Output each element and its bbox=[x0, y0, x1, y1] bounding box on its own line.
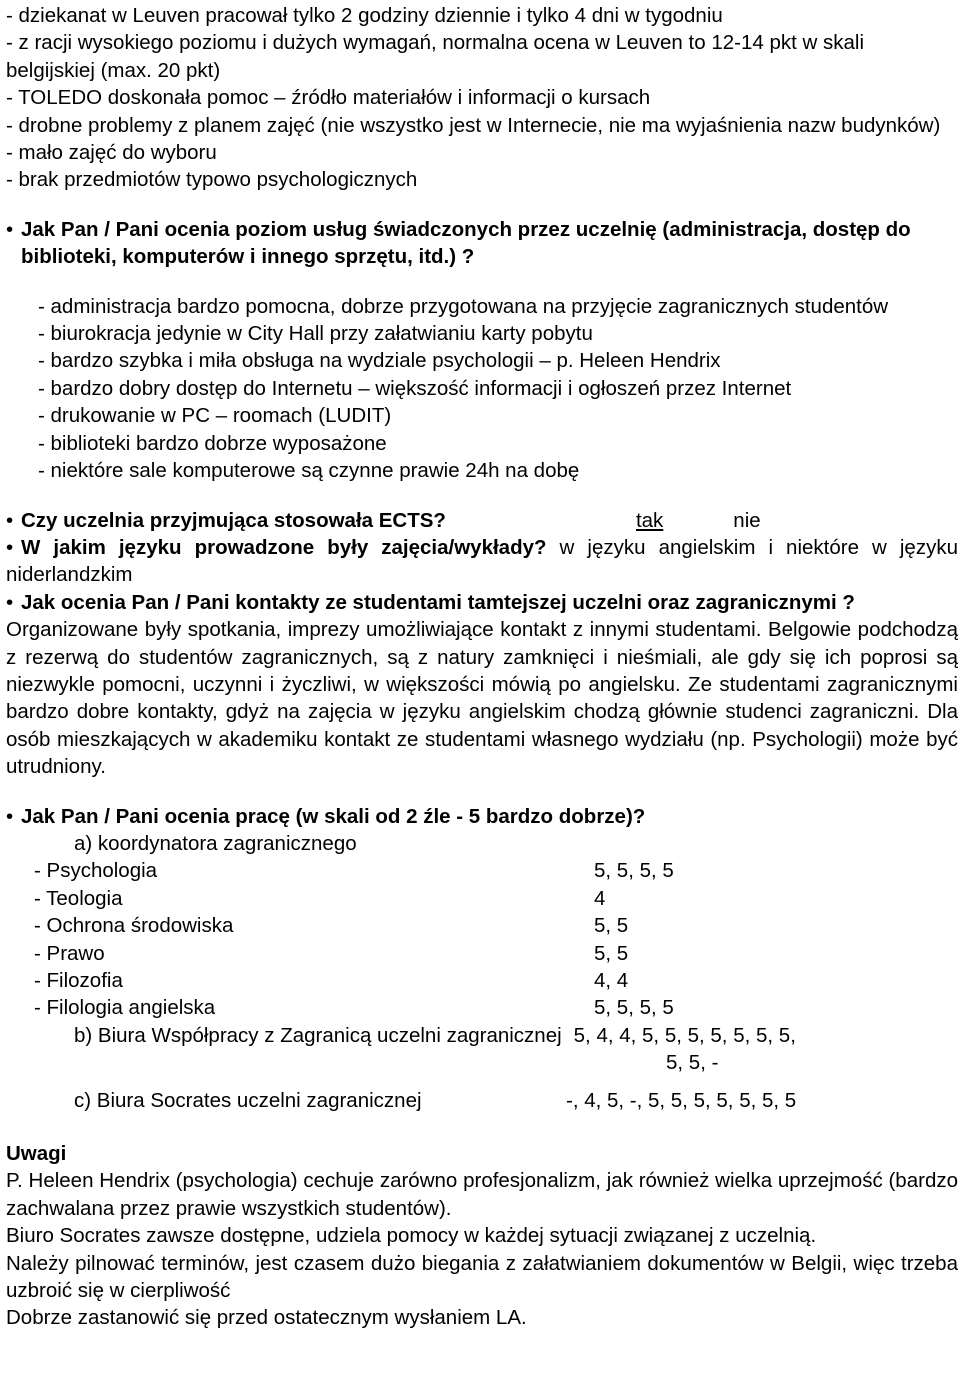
list-item: - bardzo dobry dostęp do Internetu – większość informacji i ogłoszeń przez Internet bbox=[38, 376, 792, 400]
question-services bbox=[6, 216, 958, 271]
note-item: Biuro Socrates zawsze dostępne, udziela pomocy w każdej sytuacji związanej z uczelnią. bbox=[6, 1224, 817, 1248]
rating-label: - Teologia bbox=[34, 886, 123, 910]
bullet-icon: • bbox=[6, 535, 14, 559]
rating-value: 4 bbox=[594, 886, 606, 910]
sub-heading-b bbox=[6, 1022, 958, 1049]
list-item: - dziekanat w Leuven pracował tylko 2 godziny dziennie i tylko 4 dni w tygodniu bbox=[6, 4, 723, 27]
list-item: - brak przedmiotów typowo psychologicznych bbox=[6, 168, 418, 192]
rating-label: - Prawo bbox=[34, 941, 105, 965]
sub-heading-c bbox=[6, 1087, 958, 1114]
section-heading-uwagi: Uwagi bbox=[6, 1142, 67, 1166]
question-text: Jak Pan / Pani ocenia pracę (w skali od 2 źle - 5 bardzo dobrze)? bbox=[21, 804, 646, 828]
bullet-icon: • bbox=[6, 217, 14, 241]
rating-value: 5, 5, 5, 5 bbox=[594, 859, 674, 883]
document-page bbox=[6, 2, 958, 1332]
rating-value: 5, 5, 5, 5 bbox=[594, 996, 674, 1020]
rating-row bbox=[6, 967, 958, 994]
sub-heading-a: a) koordynatora zagranicznego bbox=[74, 831, 357, 855]
list-item: - biblioteki bardzo dobrze wyposażone bbox=[38, 431, 387, 455]
question-text: Jak Pan / Pani ocenia poziom usług świadczonych przez uczelnię (administracja, dostęp do biblioteki, komputerów i innego sprzętu, itd.) ? bbox=[21, 217, 911, 269]
list-item: - administracja bardzo pomocna, dobrze przygotowana na przyjęcie zagranicznych studentów bbox=[38, 294, 889, 318]
list-item: - TOLEDO doskonała pomoc – źródło materiałów i informacji o kursach bbox=[6, 86, 651, 110]
bullet-icon: • bbox=[6, 508, 14, 532]
answer-text: w języku angielskim i niektóre w języku niderlandzkim bbox=[6, 535, 958, 587]
list-item: - biurokracja jedynie w City Hall przy załatwianiu karty pobytu bbox=[38, 322, 593, 346]
sub-c-value: -, 4, 5, -, 5, 5, 5, 5, 5, 5, 5 bbox=[566, 1088, 797, 1112]
rating-label: - Filologia angielska bbox=[34, 996, 216, 1020]
rating-row bbox=[6, 994, 958, 1021]
question-text: W jakim języku prowadzone były zajęcia/wykłady? bbox=[21, 535, 547, 559]
rating-row bbox=[6, 857, 958, 884]
question-ects bbox=[6, 507, 958, 534]
rating-row bbox=[6, 940, 958, 967]
list-item: - mało zajęć do wyboru bbox=[6, 141, 217, 165]
list-item: - drobne problemy z planem zajęć (nie wszystko jest w Internecie, nie ma wyjaśnienia nazw budynków) bbox=[6, 113, 941, 137]
question-rating bbox=[6, 803, 958, 830]
sub-b-value: 5, 4, 4, 5, 5, 5, 5, 5, 5, 5, bbox=[573, 1023, 796, 1047]
sub-b-label: b) Biura Współpracy z Zagranicą uczelni zagranicznej bbox=[74, 1023, 562, 1047]
rating-value: 4, 4 bbox=[594, 969, 629, 992]
feedback-list-1 bbox=[6, 2, 958, 194]
question-contacts bbox=[6, 589, 958, 616]
note-item: P. Heleen Hendrix (psychologia) cechuje zarówno profesjonalizm, jak również wielka uprzejmość (bardzo zachwalana przez prawie wszystkich studentów). bbox=[6, 1169, 958, 1220]
question-text: Jak ocenia Pan / Pani kontakty ze studentami tamtejszej uczelni oraz zagranicznymi ? bbox=[21, 590, 855, 614]
question-language bbox=[6, 534, 958, 589]
list-item: - niektóre sale komputerowe są czynne prawie 24h na dobę bbox=[38, 459, 580, 483]
answer-contacts: Organizowane były spotkania, imprezy umożliwiające kontakt z innymi studentami. Belgowie podchodzą z rezerwą do studentów zagranicznych, są z natury zamknięci i nieśmiali, ale gdy się ich poprosi są niezwykle pomocni, uczynni i życzliwi, w większości mówią po angielsku. Ze studentami zagranicznymi bardzo dobre kontakty, gdyż na zajęcia w języku angielskim chodzą głównie studenci zagraniczni. Dla osób mieszkających w akademiku kontakt ze studentami własnego wydziału (np. Psychologii) może być utrudniony. bbox=[6, 618, 958, 779]
rating-label: - Filozofia bbox=[34, 969, 123, 992]
rating-value: 5, 5 bbox=[594, 914, 629, 938]
question-text: Czy uczelnia przyjmująca stosowała ECTS? bbox=[21, 508, 446, 532]
rating-label: - Ochrona środowiska bbox=[34, 914, 234, 938]
notes-list bbox=[6, 1167, 958, 1331]
rating-row bbox=[6, 912, 958, 939]
bullet-icon: • bbox=[6, 804, 14, 828]
rating-label: - Psychologia bbox=[34, 859, 158, 883]
sub-c-label: c) Biura Socrates uczelni zagranicznej bbox=[74, 1088, 422, 1112]
note-item: Należy pilnować terminów, jest czasem dużo biegania z załatwianiem dokumentów w Belgii, więc trzeba uzbroić się w cierpliwość bbox=[6, 1251, 958, 1303]
feedback-list-2 bbox=[6, 293, 958, 485]
rating-value: 5, 5 bbox=[594, 941, 629, 965]
bullet-icon: • bbox=[6, 590, 14, 614]
answer-no: nie bbox=[733, 508, 761, 532]
list-item: - z racji wysokiego poziomu i dużych wymagań, normalna ocena w Leuven to 12-14 pkt w skali belgijskiej (max. 20 pkt) bbox=[6, 31, 864, 82]
sub-b-value-2: 5, 5, - bbox=[666, 1051, 719, 1075]
ratings-table bbox=[6, 857, 958, 1021]
sub-b-value-cont bbox=[6, 1049, 958, 1076]
answer-yes: tak bbox=[635, 508, 664, 532]
list-item: - bardzo szybka i miła obsługa na wydziale psychologii – p. Heleen Hendrix bbox=[38, 349, 721, 373]
list-item: - drukowanie w PC – roomach (LUDIT) bbox=[38, 404, 392, 428]
rating-row bbox=[6, 885, 958, 912]
note-item: Dobrze zastanowić się przed ostatecznym wysłaniem LA. bbox=[6, 1306, 527, 1330]
